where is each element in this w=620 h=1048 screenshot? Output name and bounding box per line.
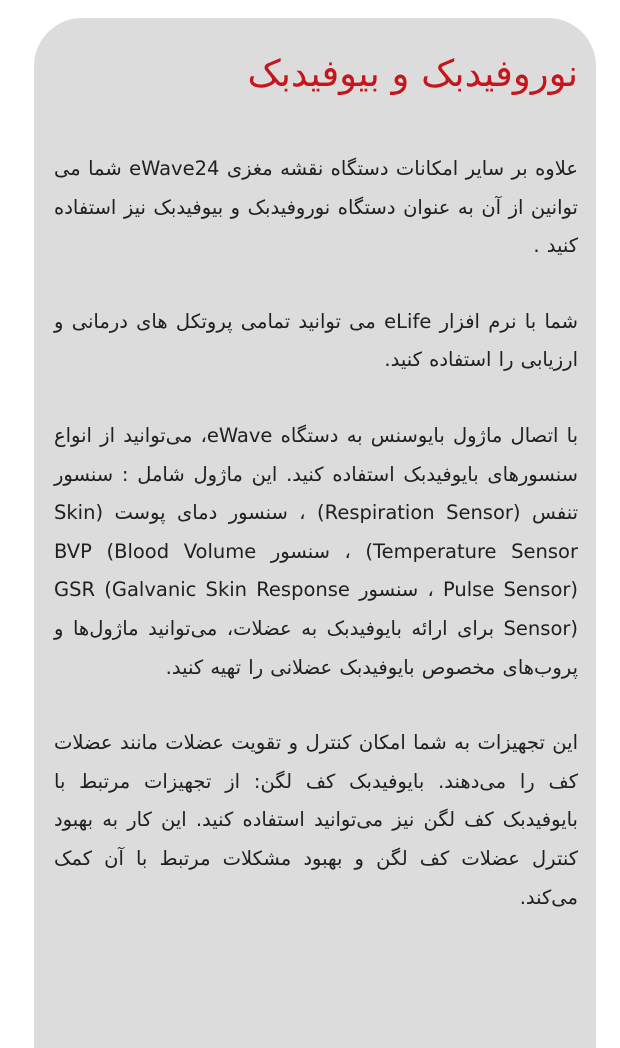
- content-card: [34, 18, 596, 1048]
- paragraph-elife-software: شما با نرم افزار eLife می توانید تمامی پروتکل های درمانی و ارزیابی را استفاده کنید.: [54, 309, 578, 372]
- paragraph-pelvic-floor: این تجهیزات به شما امکان کنترل و تقویت عضلات مانند عضلات کف را می‌دهند. بایوفیدبک کف لگن: از تجهیزات مرتبط با بایوفیدبک کف لگن نیز می‌توانید استفاده کنید. این کار به بهبود کنترل عضلات کف لگن و بهبود مشکلات مرتبط با آن کمک می‌کند.: [54, 731, 578, 909]
- paragraph-ewave24-intro: علاوه بر سایر امکانات دستگاه نقشه مغزی eWave24 شما می توانین از آن به عنوان دستگاه نوروفیدبک و بیوفیدبک نیز استفاده کنید .: [54, 157, 578, 258]
- page-title: نوروفیدبک و بیوفیدبک: [247, 52, 578, 95]
- paragraph-biosense-module: با اتصال ماژول بایوسنس به دستگاه eWave، می‌توانید از انواع سنسورهای بایوفیدبک استفاده کنید. این ماژول شامل : سنسور تنفس (Respiration Sensor) ، سنسور دمای پوست (Skin Temperature Sensor) ، سنسور BVP (Blood Volume Pulse Sensor) ، سنسور GSR (Galvanic Skin Response Sensor) برای ارائه بایوفیدبک به عضلات، می‌توانید ماژول‌ها و پروب‌های مخصوص بایوفیدبک عضلانی را تهیه کنید.: [54, 423, 579, 679]
